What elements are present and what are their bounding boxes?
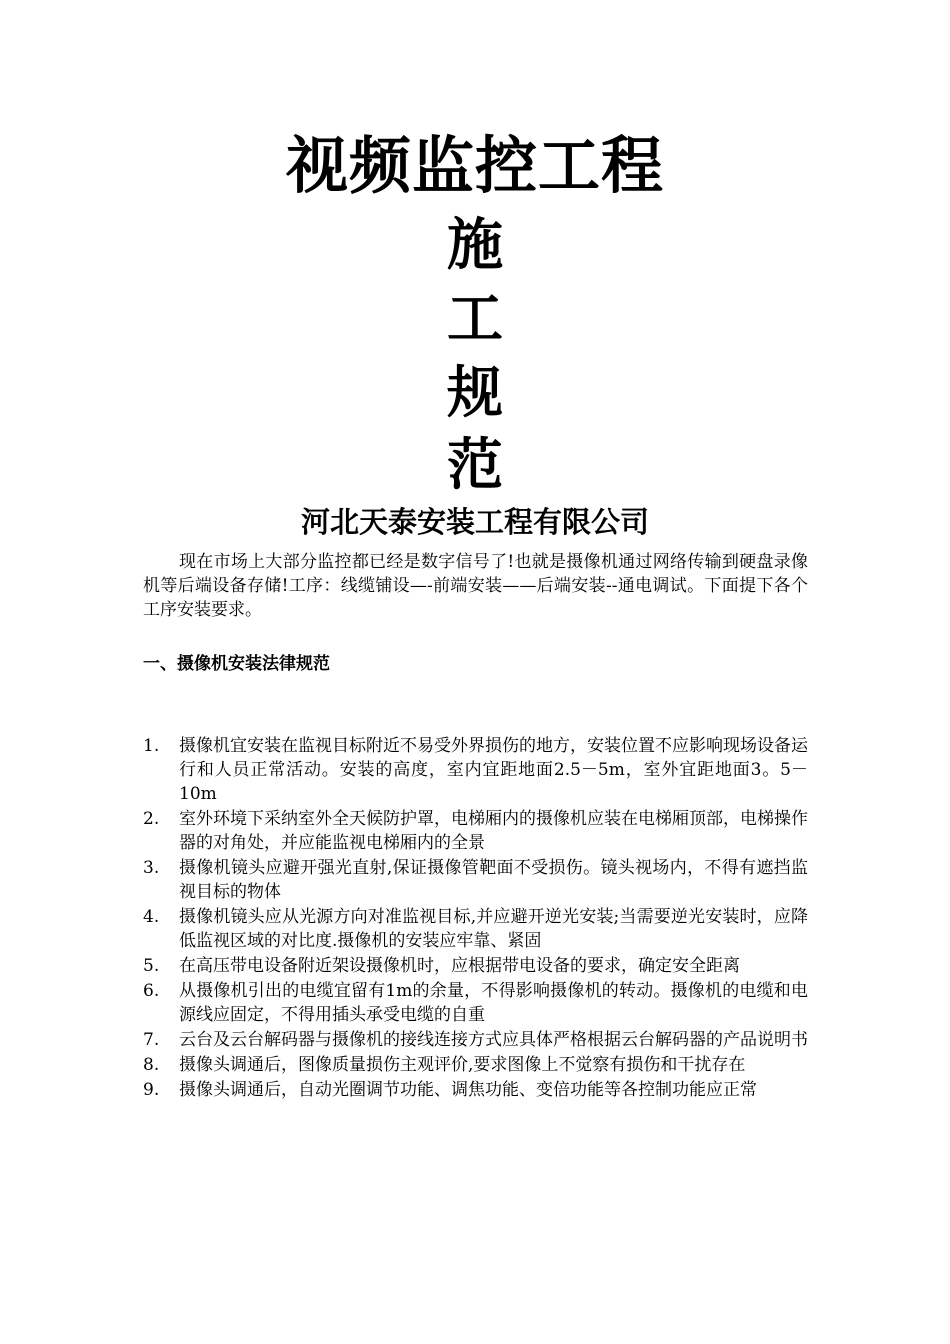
title-char-2: 工 — [447, 287, 503, 352]
section-heading: 一、摄像机安装法律规范 — [143, 654, 330, 674]
requirements-list — [143, 734, 808, 1103]
title-char-1: 施 — [447, 213, 503, 278]
document-title: 视频监控工程 — [285, 129, 664, 202]
list-item-text: 摄像机镜头应从光源方向对准监视目标,并应避开逆光安装;当需要逆光安装时，应降低监视区域的对比度.摄像机的安装应牢靠、紧固 — [179, 907, 808, 951]
list-item — [143, 734, 808, 806]
list-item-number: 7. — [143, 1030, 160, 1050]
list-item-number: 4. — [143, 907, 160, 927]
list-item-text: 云台及云台解码器与摄像机的接线连接方式应具体严格根据云台解码器的产品说明书 — [179, 1030, 808, 1050]
list-item — [143, 1028, 808, 1052]
list-item-number: 2. — [143, 809, 160, 829]
list-item — [143, 954, 808, 978]
list-item-text: 室外环境下采纳室外全天候防护罩，电梯厢内的摄像机应装在电梯厢顶部，电梯操作器的对角处，并应能监视电梯厢内的全景 — [179, 809, 808, 853]
list-item-number: 9. — [143, 1080, 160, 1100]
list-item — [143, 1053, 808, 1077]
list-item-number: 8. — [143, 1055, 160, 1075]
list-item-text: 摄像头调通后，图像质量损伤主观评价,要求图像上不觉察有损伤和干扰存在 — [179, 1055, 746, 1075]
list-item-text: 摄像机宜安装在监视目标附近不易受外界损伤的地方，安装位置不应影响现场设备运行和人员正常活动。安装的高度，室内宜距地面2.5－5m，室外宜距地面3。5－10m — [179, 736, 808, 804]
list-item — [143, 807, 808, 855]
list-item-text: 摄像机镜头应避开强光直射,保证摄像管靶面不受损伤。镜头视场内，不得有遮挡监视目标的物体 — [179, 858, 808, 902]
list-item — [143, 979, 808, 1027]
list-item — [143, 856, 808, 904]
list-item-text: 摄像头调通后，自动光圈调节功能、调焦功能、变倍功能等各控制功能应正常 — [179, 1080, 757, 1100]
list-item-number: 1. — [143, 736, 160, 756]
list-item-text: 从摄像机引出的电缆宜留有1m的余量，不得影响摄像机的转动。摄像机的电缆和电源线应固定，不得用插头承受电缆的自重 — [179, 981, 808, 1025]
list-item — [143, 905, 808, 953]
list-item-number: 5. — [143, 956, 160, 976]
intro-paragraph: 现在市场上大部分监控都已经是数字信号了!也就是摄像机通过网络传输到硬盘录像机等后端设备存储!工序：线缆铺设—-前端安装——后端安装--通电调试。下面提下各个工序安装要求。 — [143, 552, 808, 620]
list-item-text: 在高压带电设备附近架设摄像机时，应根据带电设备的要求，确定安全距离 — [179, 956, 740, 976]
list-item-number: 3. — [143, 858, 160, 878]
list-item-number: 6. — [143, 981, 160, 1001]
list-item — [143, 1078, 808, 1102]
title-char-4: 范 — [447, 433, 503, 498]
title-char-3: 规 — [447, 361, 503, 426]
company-name: 河北天泰安装工程有限公司 — [300, 505, 649, 539]
